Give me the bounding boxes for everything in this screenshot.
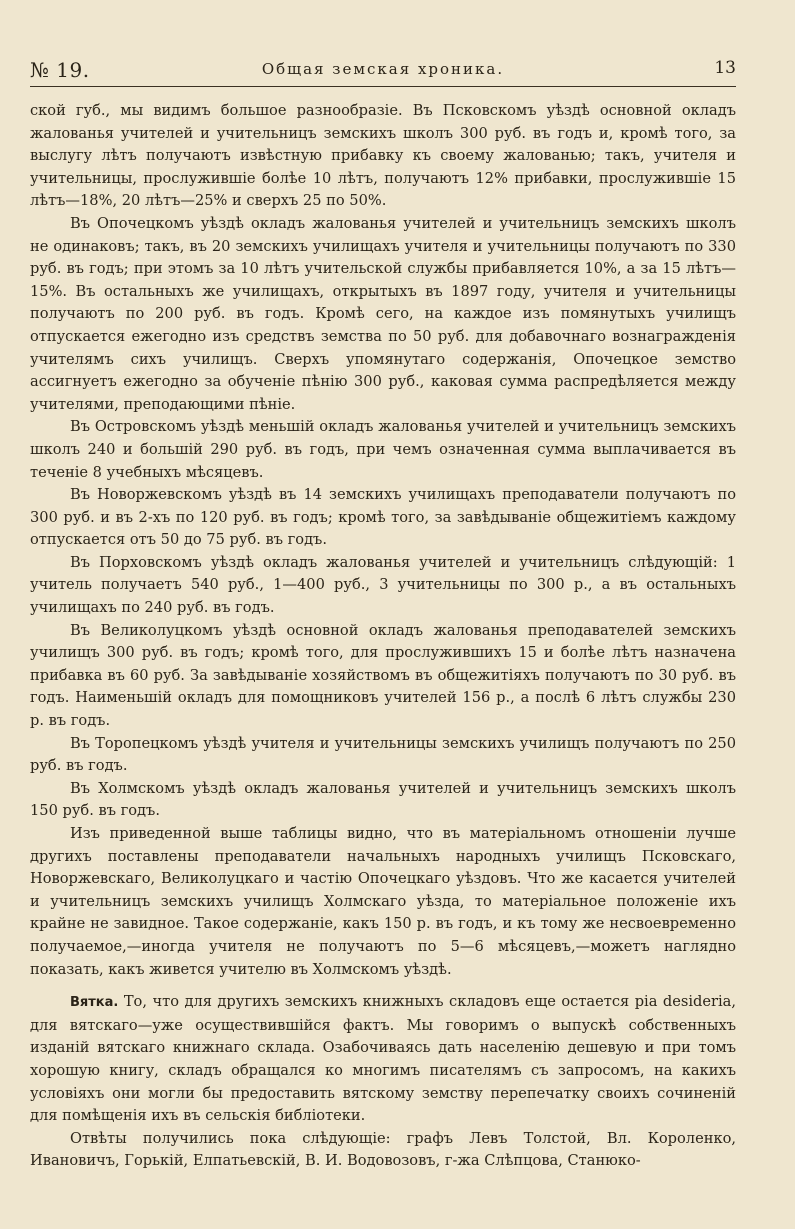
paragraph-opochka: Въ Опочецкомъ уѣздѣ окладъ жалованья учителей и учительницъ земскихъ школъ не одинаковъ; такъ, въ 20 земскихъ училищахъ учителя и учительницы получаютъ по 330 руб. въ годъ; при этомъ за 10 лѣтъ учительской службы прибавляется 10%, а за 15 лѣтъ—15%. Въ остальныхъ же училищахъ, открытыхъ въ 1897 году, учителя и учительницы получаютъ по 200 руб. въ годъ. Кромѣ сего, на каждое изъ помянутыхъ училищъ отпускается ежегодно изъ средствъ земства по 50 руб. для добавочнаго вознагражденія учителямъ сихъ училищъ. Сверхъ упомянутаго содержанія, Опочецкое земство ассигнуетъ ежегодно за обученіе пѣнію 300 руб., каковая сумма распредѣляется между учителями, преподающими пѣніе. [30, 214, 736, 413]
paragraph-answers: Отвѣты получились пока слѣдующіе: графъ Левъ Толстой, Вл. Короленко, Ивановичъ, Горькій, Елпатьевскій, В. И. Водовозовъ, г-жа Слѣпцова, Станюко- [30, 1129, 736, 1170]
header-rule [30, 86, 736, 87]
paragraph-novorzhev: Въ Новоржевскомъ уѣздѣ въ 14 земскихъ училищахъ преподаватели получаютъ по 300 руб. и въ 2-хъ по 120 руб. въ годъ; кромѣ того, за завѣдываніе общежитіемъ каждому отпускается отъ 50 до 75 руб. въ годъ. [30, 486, 736, 549]
paragraph-velikie-luki: Въ Великолуцкомъ уѣздѣ основной окладъ жалованья преподавателей земскихъ училищъ 300 руб. въ годъ; кромѣ того, для прослужившихъ 15 и болѣе лѣтъ назначена прибавка въ 60 руб. За завѣдываніе хозяйствомъ въ общежитіяхъ получаютъ по 30 руб. въ годъ. Наименьшій окладъ для помощниковъ учителей 156 р., а послѣ 6 лѣтъ службы 230 р. въ годъ. [30, 621, 736, 730]
page-number: 13 [714, 58, 736, 78]
paragraph-ostrov: Въ Островскомъ уѣздѣ меньшій окладъ жалованья учителей и учительницъ земскихъ школъ 240 и большій 290 руб. въ годъ, при чемъ означенная сумма выплачивается въ теченіе 8 учебныхъ мѣсяцевъ. [30, 418, 736, 481]
paragraph-conclusion: Изъ приведенной выше таблицы видно, что въ матеріальномъ отношеніи лучше другихъ поставлены преподаватели начальныхъ народныхъ училищъ Псковскаго, Новоржевскаго, Великолуцкаго и частію Опочецкаго уѣздовъ. Что же касается учителей и учительницъ земскихъ училищъ Холмскаго уѣзда, то матеріальное положеніе ихъ крайне не завидное. Такое содержаніе, какъ 150 р. въ годъ, и къ тому же несвоевременно получаемое,—иногда учителя не получаютъ по 5—6 мѣсяцевъ,—можетъ наглядно показать, какъ живется учителю въ Холмскомъ уѣздѣ. [30, 825, 736, 978]
paragraph-pskov: ской губ., мы видимъ большое разнообразіе. Въ Псковскомъ уѣздѣ основной окладъ жалованья учителей и учительницъ земскихъ школъ 300 руб. въ годъ и, кромѣ того, за выслугу лѣтъ получаютъ извѣстную прибавку къ своему жалованью; такъ, учителя и учительницы, прослужившіе болѣе 10 лѣтъ, получаютъ 12% прибавки, прослужившіе 15 лѣтъ—18%, 20 лѣтъ—25% и сверхъ 25 по 50%. [30, 102, 736, 210]
paragraph-kholm: Въ Холмскомъ уѣздѣ окладъ жалованья учителей и учительницъ земскихъ школъ 150 руб. въ годъ. [30, 779, 736, 820]
issue-number: № 19. [30, 58, 90, 82]
running-header [30, 58, 736, 86]
paragraph-porkhov: Въ Порховскомъ уѣздѣ окладъ жалованья учителей и учительницъ слѣдующій: 1 учитель получаетъ 540 руб., 1—400 руб., 3 учительницы по 300 р., а въ остальныхъ училищахъ по 240 руб. въ годъ. [30, 553, 736, 617]
section-runin-vyatka: Вятка. [70, 995, 119, 1011]
paragraph-vyatka [30, 991, 736, 1128]
paragraph-toropets: Въ Торопецкомъ уѣздѣ учителя и учительницы земскихъ училищъ получаютъ по 250 руб. въ годъ. [30, 734, 736, 775]
article-body [30, 100, 736, 1173]
running-title: Общая земская хроника. [261, 60, 505, 78]
vyatka-text: То, что для другихъ земскихъ книжныхъ складовъ еще остается pia desideria, для вятскаго—уже осуществившійся фактъ. Мы говоримъ о выпускѣ собственныхъ изданій вятскаго книжнаго склада. Озабочиваясь дать населенію дешевую и при томъ хорошую книгу, складъ обращался ко многимъ писателямъ съ запросомъ, на какихъ условіяхъ они могли бы предоставить вятскому земству перепечатку своихъ сочиненій для помѣщенія ихъ въ сельскія библіотеки. [30, 993, 736, 1125]
